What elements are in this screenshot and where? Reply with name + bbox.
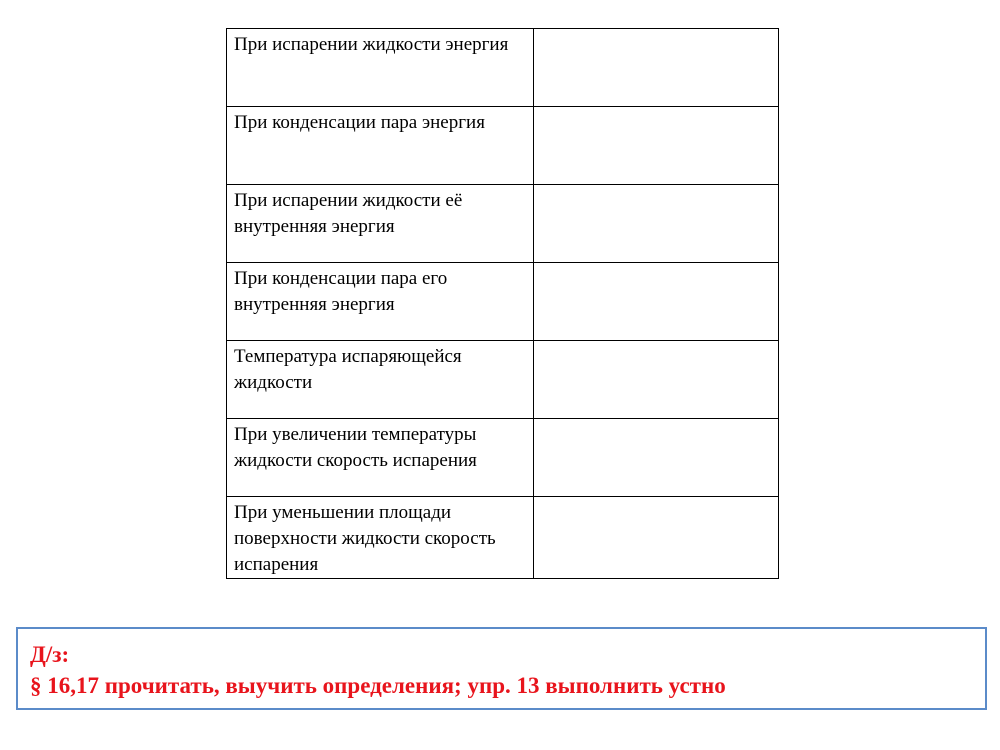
question-cell: При испарении жидкости энергия: [227, 29, 534, 107]
answer-cell[interactable]: [534, 263, 779, 341]
answer-cell[interactable]: [534, 497, 779, 579]
answer-cell[interactable]: [534, 185, 779, 263]
question-cell: При увеличении температуры жидкости скорость испарения: [227, 419, 534, 497]
homework-label: Д/з:: [30, 642, 70, 667]
table-row: [227, 497, 779, 579]
homework-text: § 16,17 прочитать, выучить определения; упр. 13 выполнить устно: [30, 673, 726, 698]
table-row: [227, 341, 779, 419]
table-row: [227, 107, 779, 185]
table-row: [227, 185, 779, 263]
question-cell: При уменьшении площади поверхности жидкости скорость испарения: [227, 497, 534, 579]
table-row: [227, 29, 779, 107]
answer-cell[interactable]: [534, 107, 779, 185]
answer-cell[interactable]: [534, 419, 779, 497]
question-cell: Температура испаряющейся жидкости: [227, 341, 534, 419]
table-row: [227, 419, 779, 497]
question-cell: При испарении жидкости её внутренняя энергия: [227, 185, 534, 263]
answer-cell[interactable]: [534, 29, 779, 107]
question-cell: При конденсации пара энергия: [227, 107, 534, 185]
homework-box: [16, 627, 987, 710]
question-cell: При конденсации пара его внутренняя энергия: [227, 263, 534, 341]
table-row: [227, 263, 779, 341]
answer-cell[interactable]: [534, 341, 779, 419]
worksheet-table: [226, 28, 779, 579]
